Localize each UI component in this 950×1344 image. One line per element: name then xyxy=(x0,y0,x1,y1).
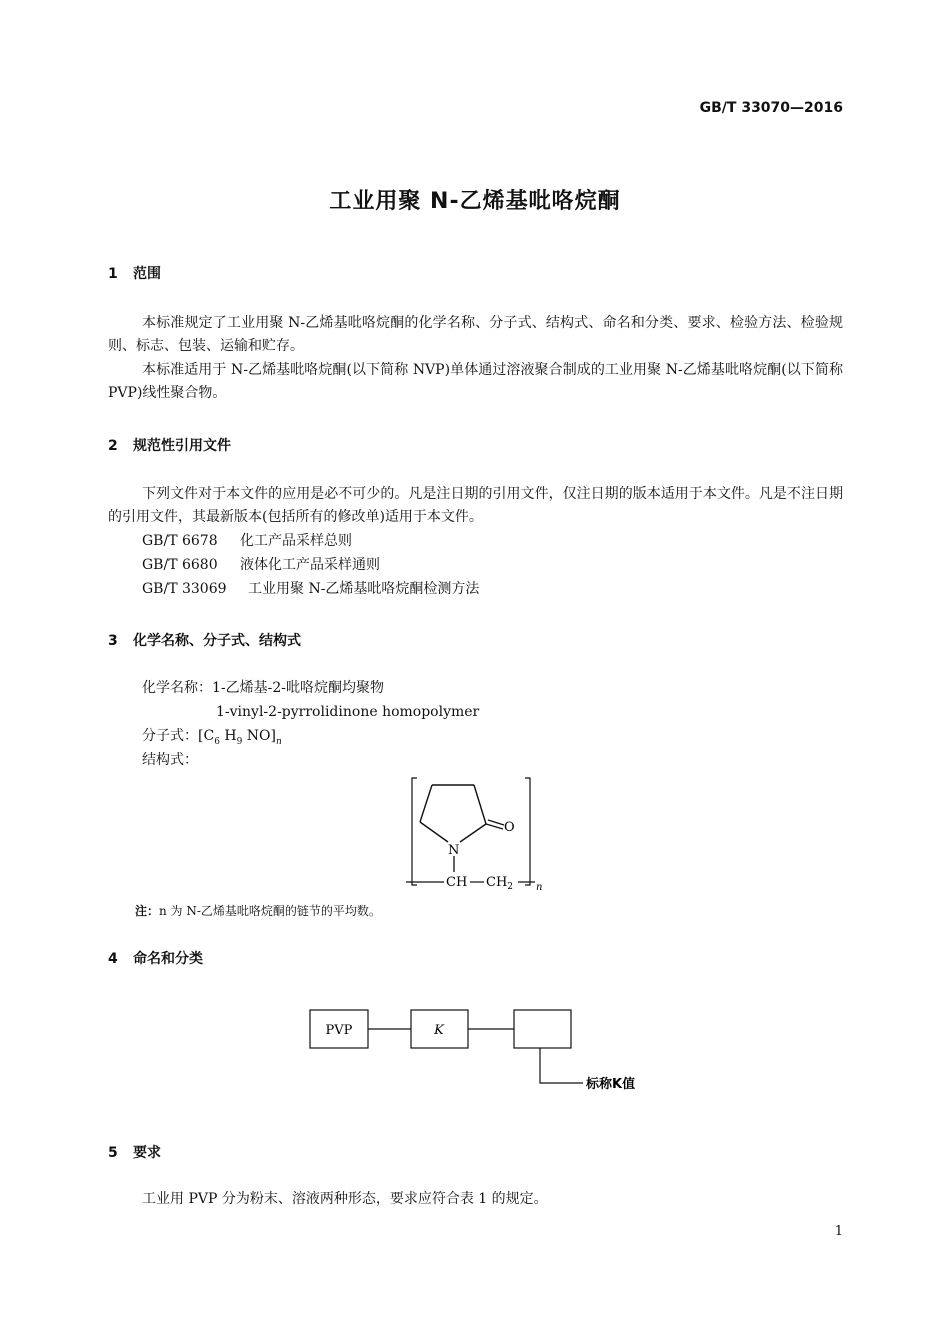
document-title: 工业用聚 N-乙烯基吡咯烷酮 xyxy=(329,189,621,214)
reference-title: 化工产品采样总则 xyxy=(240,533,352,549)
section-4-heading xyxy=(108,948,203,968)
atom-n: N xyxy=(448,843,460,858)
reference-code: GB/T 6680 xyxy=(142,557,218,573)
reference-code: GB/T 33069 xyxy=(142,581,227,597)
section-number: 3 xyxy=(108,633,118,649)
section-title: 命名和分类 xyxy=(133,951,203,967)
carbonyl-bond xyxy=(486,820,504,829)
section-2-paragraph-1: 下列文件对于本文件的应用是必不可少的。凡是注日期的引用文件，仅注日期的版本适用于本文件。凡是不注日期的引用文件，其最新版本(包括所有的修改单)适用于本文件。 xyxy=(108,486,843,525)
chain-ch2-sub: 2 xyxy=(507,882,514,892)
structural-formula xyxy=(400,772,560,897)
formula-sub: 6 xyxy=(214,736,220,747)
diagram-box-value xyxy=(514,1010,571,1048)
section-1-paragraph-1: 本标准规定了工业用聚 N-乙烯基吡咯烷酮的化学名称、分子式、结构式、命名和分类、要求、检验方法、检验规则、标志、包装、运输和贮存。 xyxy=(108,315,843,354)
note-label: 注： xyxy=(135,904,160,918)
section-5-heading xyxy=(108,1142,161,1162)
section-title: 化学名称、分子式、结构式 xyxy=(133,633,301,649)
chain-ch2 xyxy=(486,875,513,892)
section-number: 5 xyxy=(108,1145,118,1161)
section-1-heading xyxy=(108,263,161,283)
structure-label: 结构式： xyxy=(142,752,198,768)
reference-item xyxy=(142,554,380,577)
formula-sub: 9 xyxy=(236,736,243,747)
reference-item xyxy=(142,530,352,553)
reference-item xyxy=(142,578,479,601)
chain-ch: CH xyxy=(446,875,468,890)
formula-part: H xyxy=(219,728,237,744)
formula-label: 分子式： xyxy=(142,728,198,744)
standard-code: GB/T 33070—2016 xyxy=(699,100,843,116)
formula-sub: n xyxy=(275,736,282,747)
diagram-annotation: 标称K值 xyxy=(586,1077,636,1092)
structure-note xyxy=(135,902,381,919)
section-2-heading xyxy=(108,435,231,455)
page-number: 1 xyxy=(834,1224,843,1239)
section-title: 要求 xyxy=(133,1145,161,1161)
diagram-label-pvp: PVP xyxy=(325,1023,353,1038)
section-3-heading xyxy=(108,630,301,650)
section-number: 2 xyxy=(108,438,118,454)
repeat-n: n xyxy=(536,882,543,893)
reference-title: 工业用聚 N-乙烯基吡咯烷酮检测方法 xyxy=(248,581,480,597)
chemical-name-label: 化学名称： xyxy=(142,680,212,696)
section-title: 范围 xyxy=(133,266,161,282)
section-1-paragraph-2: 本标准适用于 N-乙烯基吡咯烷酮(以下简称 NVP)单体通过溶液聚合制成的工业用聚 N-乙烯基吡咯烷酮(以下简称 PVP)线性聚合物。 xyxy=(108,362,843,401)
section-number: 4 xyxy=(108,951,118,967)
reference-title: 液体化工产品采样通则 xyxy=(240,557,380,573)
note-text: n 为 N-乙烯基吡咯烷酮的链节的平均数。 xyxy=(159,904,381,918)
diagram-label-k: K xyxy=(434,1023,444,1038)
chemical-name-cn: 1-乙烯基-2-吡咯烷酮均聚物 xyxy=(212,680,385,696)
atom-o: O xyxy=(504,820,515,835)
naming-diagram xyxy=(305,1005,655,1100)
chemical-name-en: 1-vinyl-2-pyrrolidinone homopolymer xyxy=(216,704,480,720)
section-5-paragraph-1: 工业用 PVP 分为粉末、溶液两种形态，要求应符合表 1 的规定。 xyxy=(142,1191,548,1207)
formula-part: [C xyxy=(198,728,215,744)
reference-code: GB/T 6678 xyxy=(142,533,218,549)
section-title: 规范性引用文件 xyxy=(133,438,231,454)
diagram-leader-line xyxy=(540,1048,583,1083)
pyrrolidinone-ring xyxy=(420,785,486,842)
chemical-name xyxy=(142,677,384,700)
section-number: 1 xyxy=(108,266,118,282)
chain-ch2-text: CH xyxy=(486,875,508,890)
formula-part: NO] xyxy=(242,728,276,744)
